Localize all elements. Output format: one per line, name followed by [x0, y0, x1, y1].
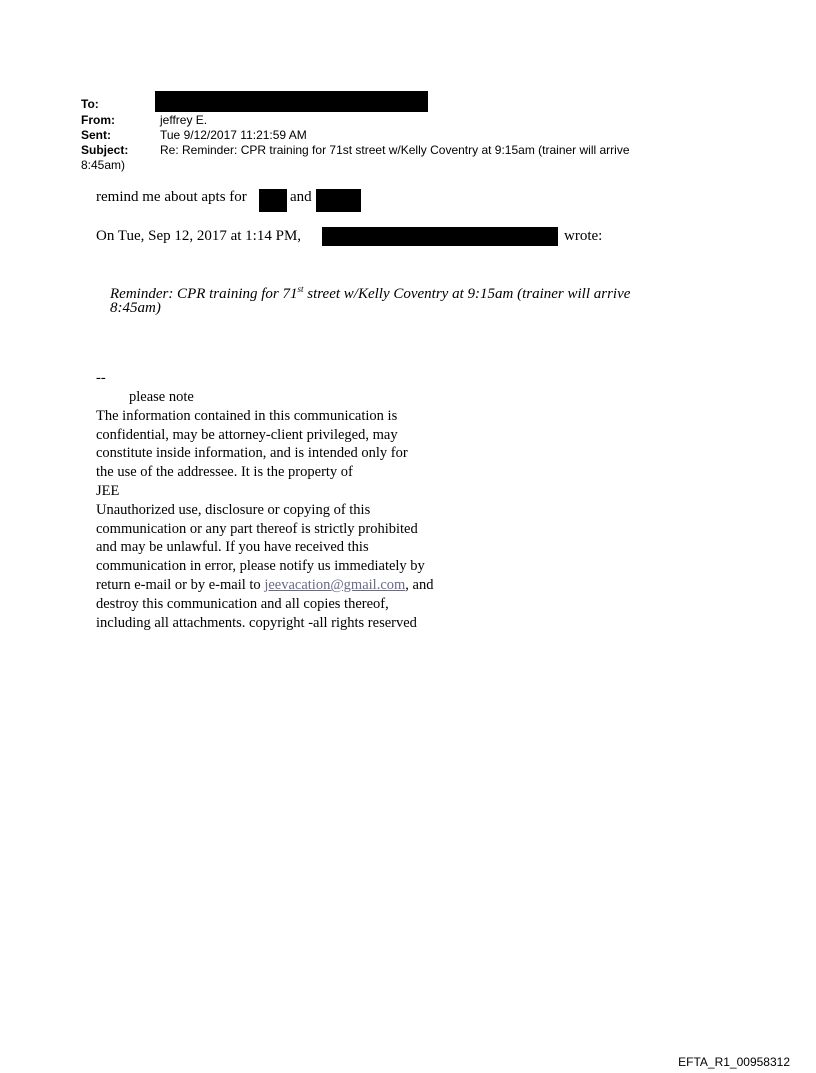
disclaimer-block: [96, 388, 433, 632]
sent-value: Tue 9/12/2017 11:21:59 AM: [160, 128, 307, 142]
disclaimer-line: communication or any part thereof is strictly prohibited: [96, 520, 418, 537]
redaction-sender: [322, 227, 558, 246]
email-post: , and: [405, 576, 434, 593]
signature-dashes: --: [96, 370, 106, 386]
document-id: EFTA_R1_00958312: [678, 1055, 790, 1069]
disclaimer-email-line: [96, 576, 433, 595]
email-link[interactable]: jeevacation@gmail.com: [264, 576, 406, 593]
disclaimer-line: including all attachments. copyright -all rights reserved: [96, 614, 417, 631]
disclaimer-line: confidential, may be attorney-client privileged, may: [96, 426, 398, 443]
email-pre: return e-mail or by e-mail to: [96, 576, 265, 593]
disclaimer-line: constitute inside information, and is intended only for: [96, 445, 408, 462]
to-label: To:: [81, 97, 99, 111]
sent-label: Sent:: [81, 128, 111, 142]
from-value: jeffrey E.: [160, 113, 208, 127]
disclaimer-line: The information contained in this communication is: [96, 407, 398, 424]
quoted-line-2: 8:45am): [110, 300, 161, 316]
redaction-apt-1: [259, 189, 287, 212]
redaction-apt-2: [316, 189, 361, 212]
disclaimer-line: destroy this communication and all copies thereof,: [96, 595, 389, 612]
quoted-line-1-pre: Reminder: CPR training for 71: [110, 286, 298, 302]
quoted-line-1-post: street w/Kelly Coventry at 9:15am (trainer will arrive: [303, 286, 631, 302]
disclaimer-line: communication in error, please notify us immediately by: [96, 558, 425, 575]
subject-line-2: 8:45am): [81, 158, 126, 172]
disclaimer-line: the use of the addressee. It is the property of: [96, 464, 353, 481]
wrote-prefix: On Tue, Sep 12, 2017 at 1:14 PM,: [96, 228, 302, 244]
from-label: From:: [81, 113, 115, 127]
disclaimer-line: Unauthorized use, disclosure or copying of this: [96, 501, 371, 518]
redaction-to: [155, 91, 428, 112]
remind-text: remind me about apts for: [96, 189, 247, 205]
subject-label: Subject:: [81, 143, 129, 157]
remind-line: [96, 189, 247, 206]
remind-and: and: [290, 189, 312, 205]
please-note: please note: [129, 389, 194, 405]
quoted-line-1: [110, 280, 630, 304]
quoted-superscript: st: [297, 284, 304, 294]
disclaimer-line: JEE: [96, 482, 120, 499]
wrote-suffix: wrote:: [564, 228, 603, 244]
disclaimer-line: and may be unlawful. If you have received this: [96, 539, 369, 556]
subject-line-1: Re: Reminder: CPR training for 71st street w/Kelly Coventry at 9:15am (trainer will arrive: [160, 143, 630, 157]
